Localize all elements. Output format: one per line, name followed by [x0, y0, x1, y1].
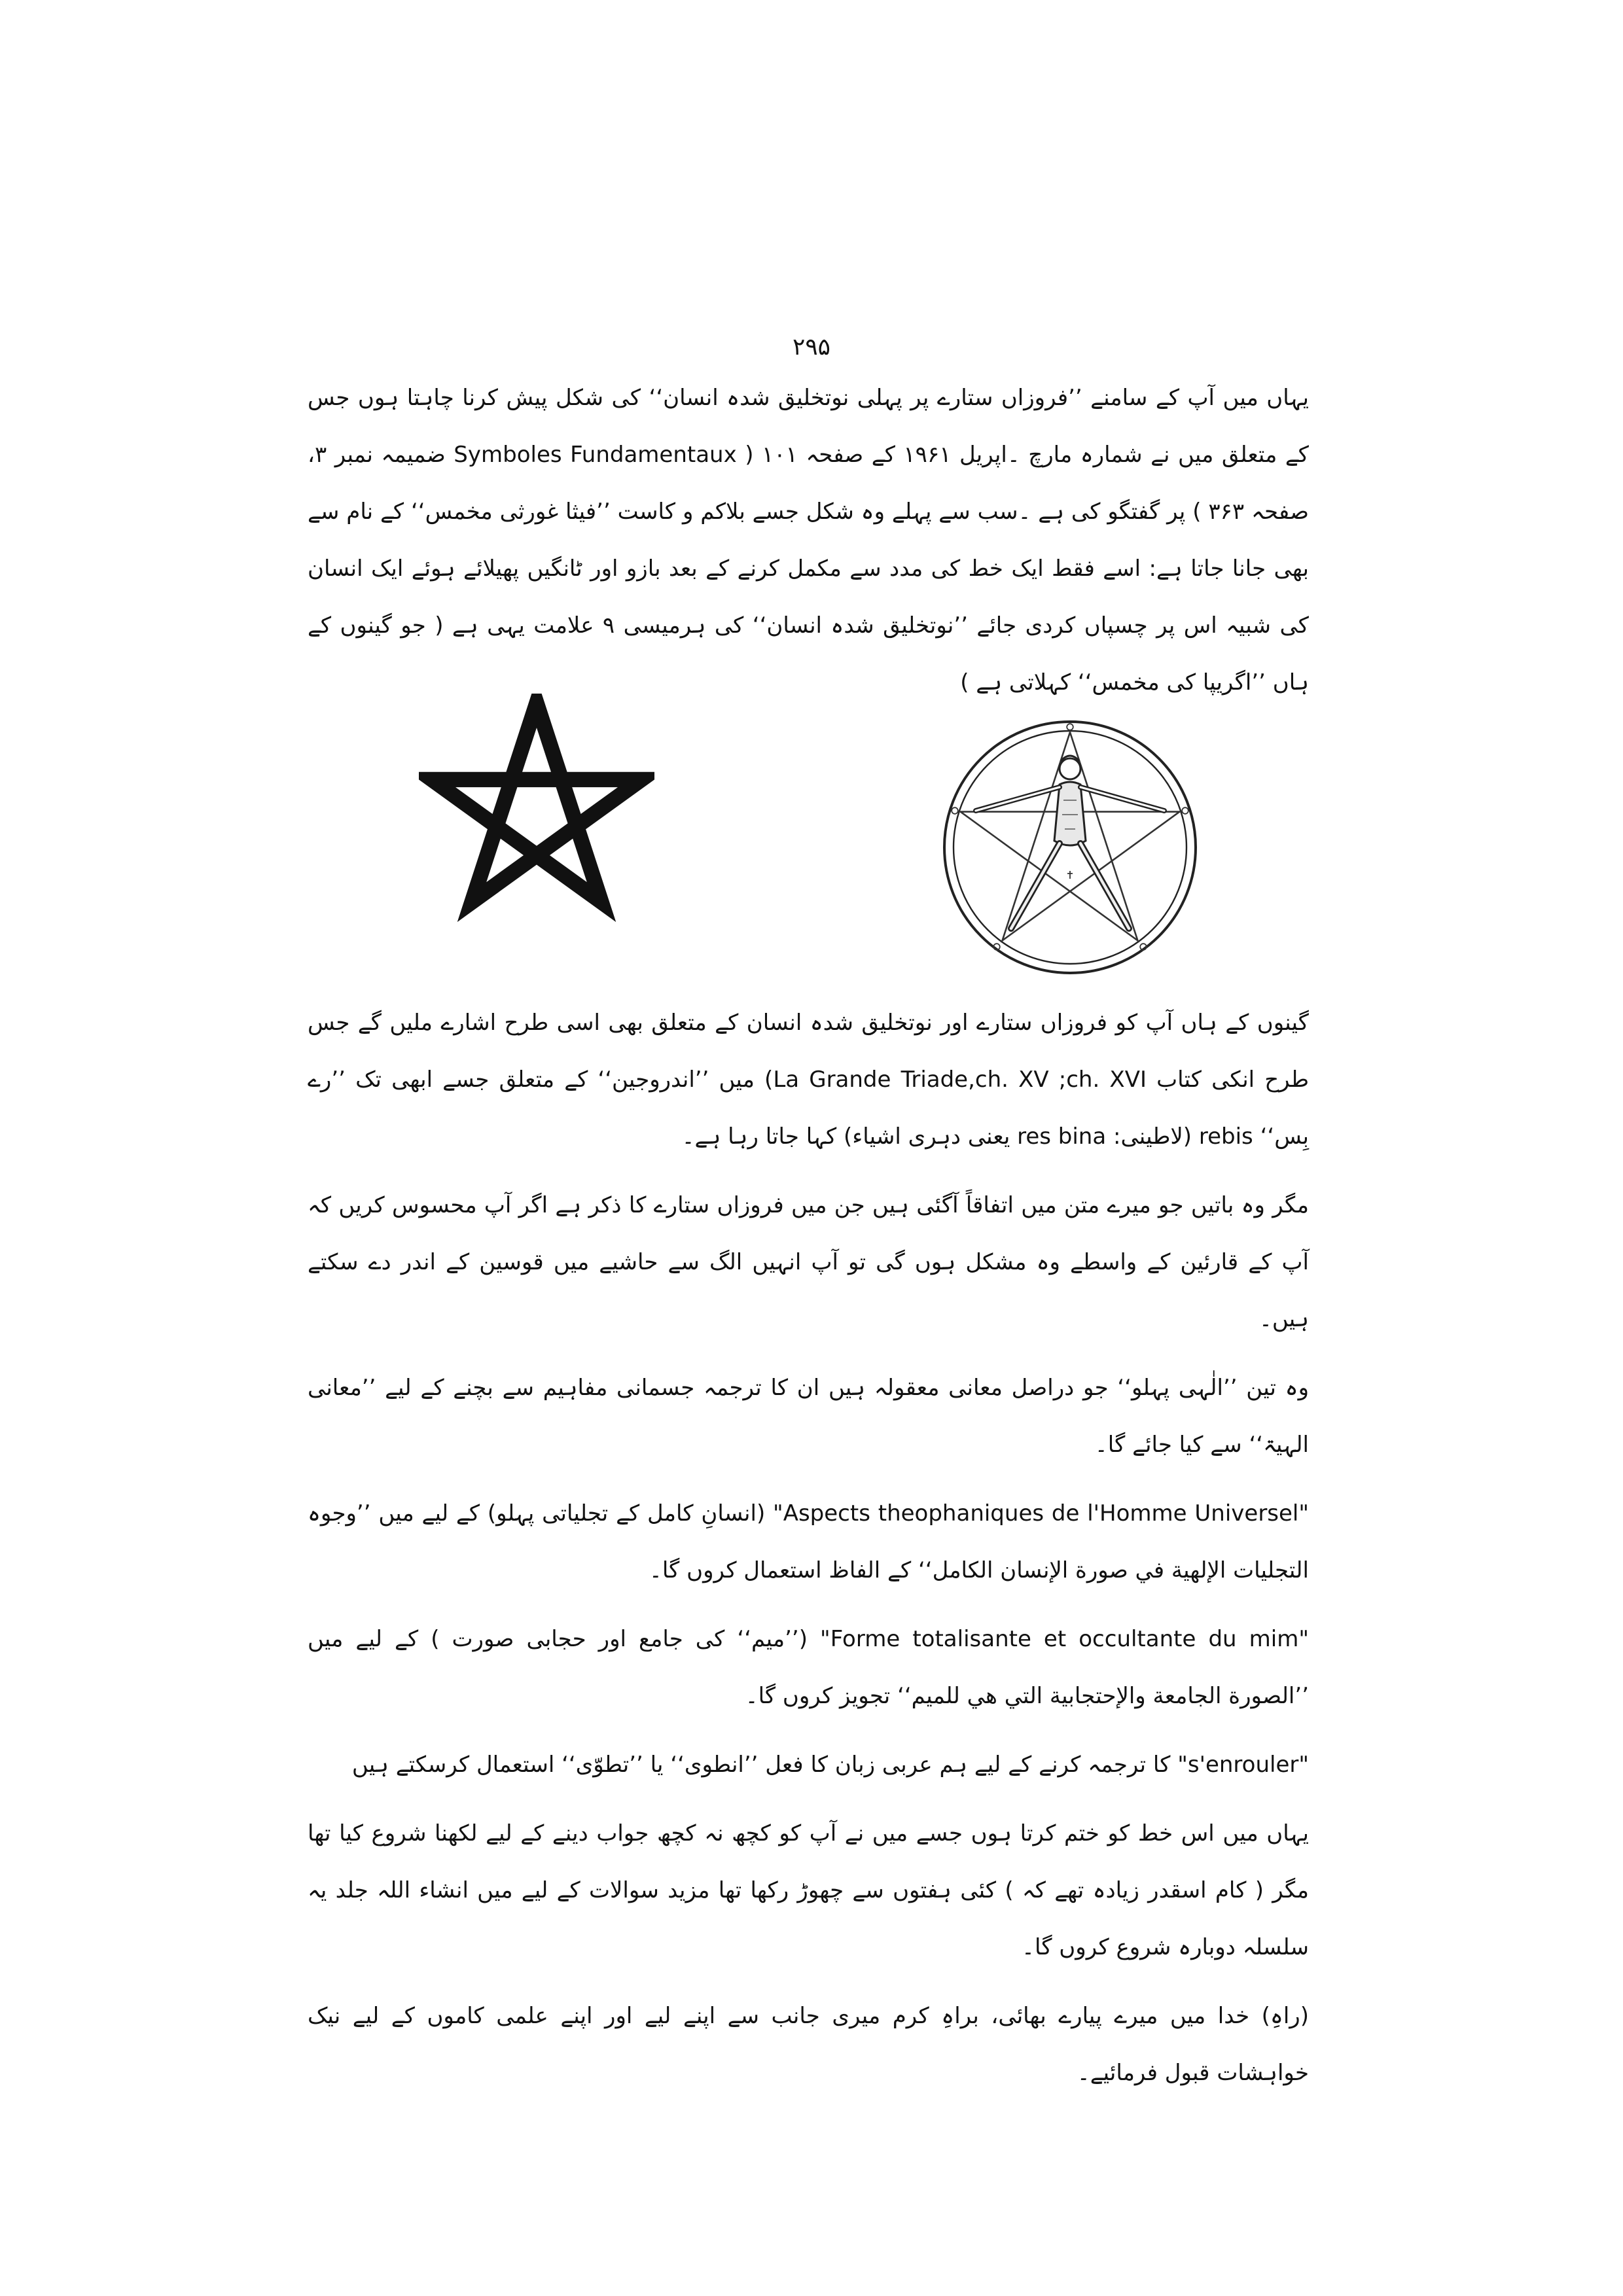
paragraph: گینوں کے ہاں آپ کو فروزاں ستارے اور نوتخلیق شدہ انسان کے متعلق بھی اسی طرح اشارے ملیں گے جس طرح انکی کتاب La Grande Triade,ch. XV ;ch. XVI) میں ’’اندروجین‘‘ کے متعلق جسے ابھی تک ’’رے بِس‘‘ rebis (لاطینی: res bina یعنی دہری اشیاء) کہا جاتا رہا ہے۔: [308, 1010, 1310, 1150]
paragraph: یہاں میں اس خط کو ختم کرتا ہوں جسے میں نے آپ کو کچھ نہ کچھ جواب دینے کے لیے لکھنا شروع کیا تھا مگر ( کام اسقدر زیادہ تھے کہ ) کئی ہفتوں سے چھوڑ رکھا تھا مزید سوالات کے لیے میں انشاء اللہ جلد یہ سلسلہ دوبارہ شروع کروں گا۔: [308, 1820, 1309, 1960]
paragraph: مگر وہ باتیں جو میرے متن میں اتفاقاً آگئی ہیں جن میں فروزاں ستارے کا ذکر ہے اگر آپ محسوس کریں کہ آپ کے قارئین کے واسطے وہ مشکل ہوں گی تو آپ انہیں الگ سے حاشیے میں قوسین کے اندر دے سکتے ہیں۔: [308, 1192, 1309, 1332]
paragraph: (راہِ) خدا میں میرے پیارے بھائی، براہِ کرم میری جانب سے اپنے لیے اور اپنے علمی کاموں کے لیے نیک خواہشات قبول فرمائیے۔: [308, 2003, 1309, 2086]
paragraph: وہ تین ’’الٰہی پہلو‘‘ جو دراصل معانی معقولہ ہیں ان کا ترجمہ جسمانی مفاہیم سے بچنے کے لیے ’’معانی الہیۃ‘‘ سے کیا جائے گا۔: [308, 1375, 1309, 1458]
paragraph: "Aspects theophaniques de l'Homme Universel" (انسانِ کامل کے تجلیاتی پہلو) کے لیے میں ’’وجوہ التجليات الإلهية في صورة الإنسان الكامل‘‘ کے الفاظ استعمال کروں گا۔: [308, 1500, 1310, 1583]
intro-paragraph: [308, 370, 1309, 723]
body-text: [308, 995, 1309, 2113]
pentagram-icon: [419, 694, 654, 929]
paragraph: "Forme totalisante et occultante du mim" (’’میم‘‘ کی جامع اور حجابی صورت ) کے لیے میں ’’الصورة الجامعة والإحتجابية التي هي للميم‘‘ تجویز کروں گا۔: [308, 1626, 1309, 1709]
intro-text: یہاں میں آپ کے سامنے ’’فروزاں ستارے پر پہلی نوتخلیق شدہ انسان‘‘ کی شکل پیش کرنا چاہتا ہوں جس کے متعلق میں نے شمارہ مارچ ۔اپریل ۱۹۶۱ کے صفحہ ۱۰۱ ( Symboles Fundamentaux ضمیمہ نمبر ۳، صفحہ ۳۶۳ ) پر گفتگو کی ہے ۔سب سے پہلے وہ شکل جسے بلاکم و کاست ’’فیثا غورثی مخمس‘‘ کے نام سے بھی جانا جاتا ہے: اسے فقط ایک خط کی مدد سے مکمل کرنے کے بعد بازو اور ٹانگیں پھیلائے ہوئے ایک انسان کی شبیہ اس پر چسپاں کردی جائے ’’نوتخلیق شدہ انسان‘‘ کی ہرمیسی ۹ علامت یہی ہے ( جو گینوں کے ہاں ’’اگریپا کی مخمس‘‘ کہلاتی ہے ): [308, 385, 1309, 696]
vitruvian-pentagram-icon: [939, 716, 1201, 978]
paragraph: "s'enrouler" کا ترجمہ کرنے کے لیے ہم عربی زبان کا فعل ’’انطوی‘‘ یا ’’تطوّی‘‘ استعمال کرسکتے ہیں: [351, 1752, 1309, 1778]
page-number: ۲۹۵: [792, 334, 830, 361]
